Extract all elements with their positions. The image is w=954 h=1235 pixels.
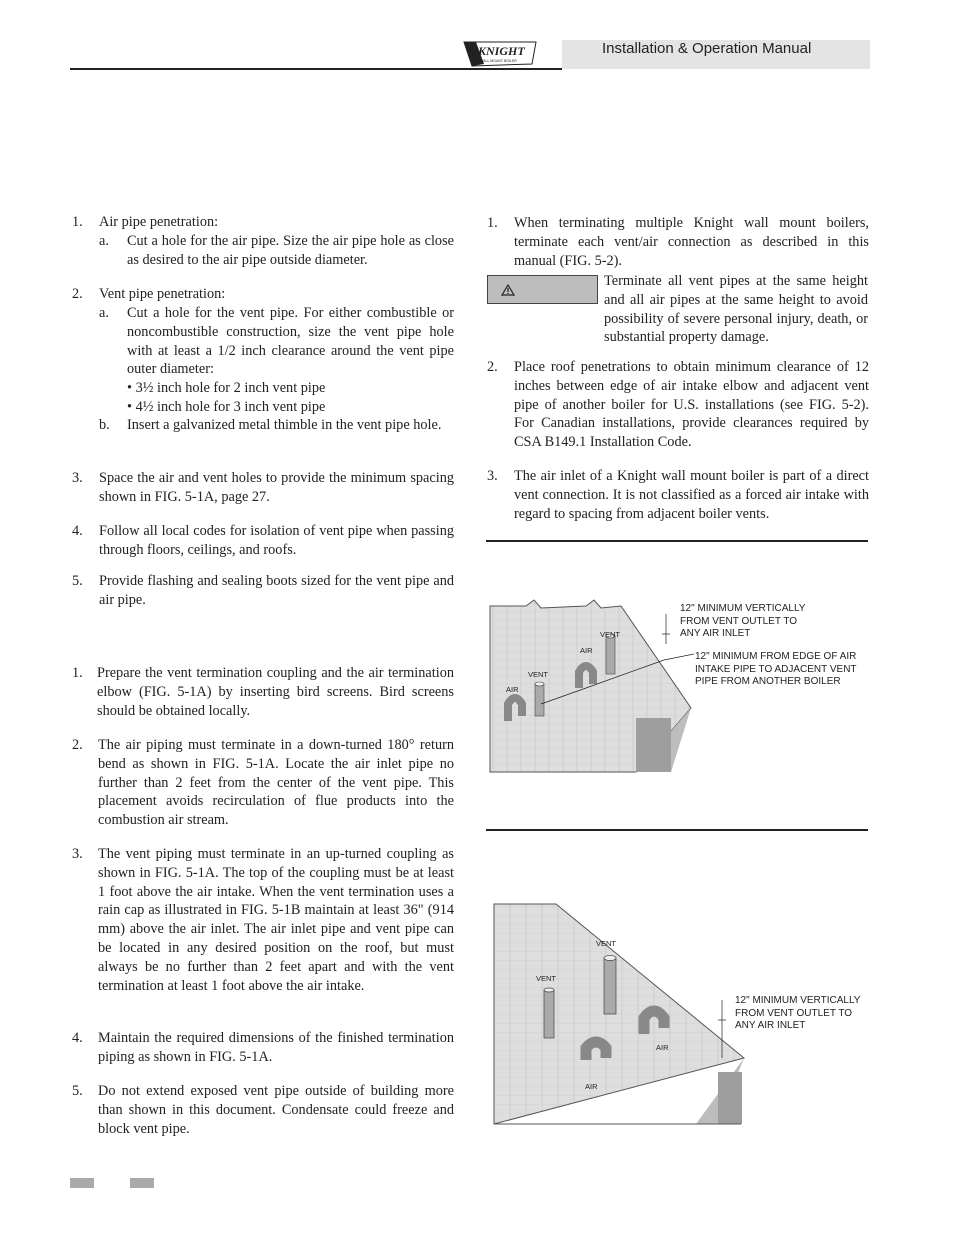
list-item-text: Vent pipe penetration: [99, 286, 226, 302]
list-number: 1. [487, 215, 498, 231]
knight-logo [462, 38, 538, 68]
air-label: AIR [656, 1043, 669, 1052]
svg-text:WALL MOUNT BOILER: WALL MOUNT BOILER [480, 59, 517, 63]
list-item-text: Cut a hole for the vent pipe. For either combustible or noncombustible construction, size the vent pipe hole with at least a 1/2 inch clearance around the vent pipe outer diameter: [127, 305, 454, 378]
warning-text: Terminate all vent pipes at the same height and all air pipes at the same height to avoid possibility of severe personal injury, death, or substantial property damage. [604, 273, 868, 346]
air-label: AIR [585, 1082, 598, 1091]
list-number: 5. [72, 573, 83, 589]
footer-tab-left [70, 1178, 94, 1188]
list-item-text: Air pipe penetration: [99, 214, 219, 230]
list-item-text: Follow all local codes for isolation of vent pipe when passing through floors, ceilings, and roofs. [99, 523, 454, 558]
figure-rule-2 [486, 829, 868, 831]
vent-label: VENT [600, 630, 621, 639]
bullet-item: • 4½ inch hole for 3 inch vent pipe [127, 399, 326, 415]
list-number: 4. [72, 523, 83, 539]
list-number: 4. [72, 1030, 83, 1046]
warning-box [487, 275, 598, 304]
footer-tab-right [130, 1178, 154, 1188]
list-number: 1. [72, 665, 83, 681]
list-item-text: The air inlet of a Knight wall mount boiler is part of a direct vent connection. It is not classified as a forced air intake with regard to spacing from adjacent boiler vents. [514, 468, 869, 522]
sub-letter: a. [99, 305, 109, 321]
sub-letter: a. [99, 233, 109, 249]
figure-rule-1 [486, 540, 868, 542]
list-item-text: Place roof penetrations to obtain minimum clearance of 12 inches between edge of air intake elbow and adjacent vent pipe of another boiler for U.S. installations (see FIG. 5-2). For Canadian installations, provide clearances required by CSA B149.1 Installation Code. [514, 359, 869, 451]
sub-letter: b. [99, 417, 110, 433]
list-number: 5. [72, 1083, 83, 1099]
list-item-text: Maintain the required dimensions of the finished termination piping as shown in FIG. 5-1A. [98, 1030, 454, 1065]
list-item-text: Do not extend exposed vent pipe outside of building more than shown in this document. Condensate could freeze and block vent pipe. [98, 1083, 454, 1137]
list-number: 1. [72, 214, 83, 230]
list-item-text: Space the air and vent holes to provide the minimum spacing shown in FIG. 5-1A, page 27. [99, 470, 454, 505]
air-label: AIR [580, 646, 593, 655]
list-item-text: The vent piping must terminate in an up-turned coupling as shown in FIG. 5-1A. The top of the coupling must be at least 1 foot above the air intake. When the vent termination uses a rain cap as illustrated in FIG. 5-1B maintain at least 36" (914 mm) above the air inlet. The air inlet pipe and vent pipe can be located in any desired position on the roof, but must always be no further than 2 feet apart and with the vent termination at least 1 foot above the air intake. [98, 846, 454, 994]
list-number: 2. [72, 286, 83, 302]
vent-label: VENT [536, 974, 557, 983]
header-rule [70, 68, 562, 70]
list-item-text: The air piping must terminate in a down-turned 180° return bend as shown in FIG. 5-1A. Locate the air inlet pipe no further than 2 feet from the center of the vent pipe. This placement avoids recirculation of flue products into the combustion air stream. [98, 737, 454, 829]
warning-triangle-icon [501, 284, 515, 296]
list-item-text: Insert a galvanized metal thimble in the vent pipe hole. [127, 417, 442, 433]
callout-horizontal: 12" MINIMUM FROM EDGE OF AIR INTAKE PIPE TO ADJACENT VENT PIPE FROM ANOTHER BOILER [695, 651, 857, 687]
list-item-text: When terminating multiple Knight wall mount boilers, terminate each vent/air connection as described in this manual (FIG. 5-2). [514, 215, 869, 269]
air-label: AIR [506, 685, 519, 694]
vent-label: VENT [596, 939, 617, 948]
list-item-text: Cut a hole for the air pipe. Size the air pipe hole as close as desired to the air pipe outside diameter. [127, 233, 454, 268]
list-number: 3. [72, 846, 83, 862]
bullet-item: • 3½ inch hole for 2 inch vent pipe [127, 380, 326, 396]
list-number: 3. [72, 470, 83, 486]
list-number: 3. [487, 468, 498, 484]
svg-text:KNIGHT: KNIGHT [478, 44, 525, 58]
list-item-text: Prepare the vent termination coupling and the air termination elbow (FIG. 5-1A) by inserting bird screens. Bird screens should be obtained locally. [97, 665, 454, 719]
list-number: 2. [487, 359, 498, 375]
callout-vertical: 12" MINIMUM VERTICALLY FROM VENT OUTLET TO ANY AIR INLET [735, 995, 861, 1031]
list-item-text: Provide flashing and sealing boots sized for the vent pipe and air pipe. [99, 573, 454, 608]
callout-vertical: 12" MINIMUM VERTICALLY FROM VENT OUTLET TO ANY AIR INLET [680, 603, 806, 639]
list-number: 2. [72, 737, 83, 753]
vent-label: VENT [528, 670, 549, 679]
manual-title: Installation & Operation Manual [602, 40, 812, 57]
